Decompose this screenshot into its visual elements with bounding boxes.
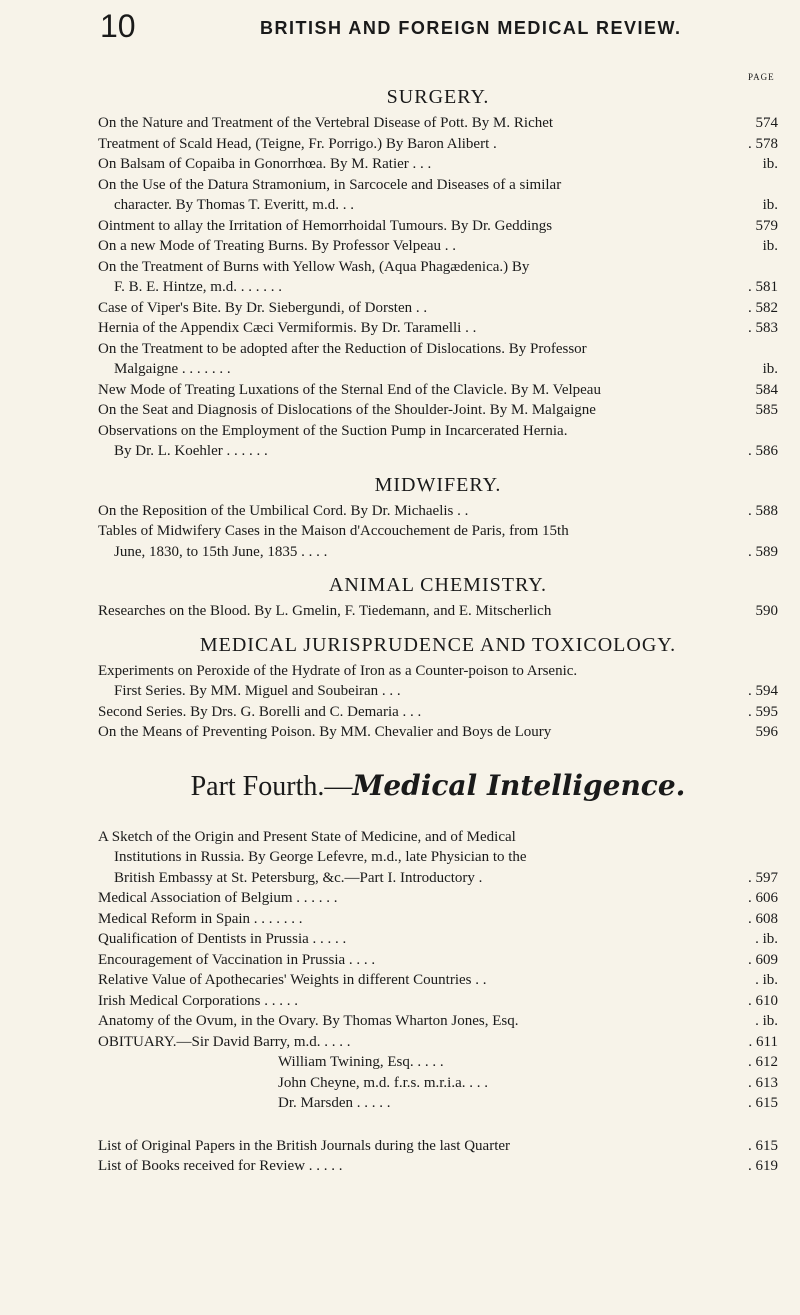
entry-text: On the Use of the Datura Stramonium, in Sarcocele and Diseases of a similar [98, 176, 562, 193]
entry-page: . 581 [748, 279, 778, 295]
running-title: BRITISH AND FOREIGN MEDICAL REVIEW. [260, 18, 682, 38]
toc-entry [98, 236, 778, 257]
entry-text: Institutions in Russia. By George Lefevre, m.d., late Physician to the [114, 849, 527, 865]
entry-text: Treatment of Scald Head, (Teigne, Fr. Porrigo.) By Baron Alibert . [98, 135, 497, 152]
list-entries [98, 1136, 778, 1177]
toc-entry [98, 702, 778, 723]
entry-text: character. By Thomas T. Everitt, m.d. . . [114, 197, 354, 213]
entry-page: 585 [755, 402, 778, 418]
section-heading-surgery: SURGERY. [386, 86, 490, 108]
entry-text: On the Seat and Diagnosis of Dislocations of the Shoulder-Joint. By M. Malgaigne [98, 402, 596, 418]
entry-text: Tables of Midwifery Cases in the Maison d'Accouchement de Paris, from 15th [98, 523, 569, 539]
entry-text: Dr. Marsden . . . . . [278, 1095, 391, 1111]
entry-text: June, 1830, to 15th June, 1835 . . . . [114, 543, 328, 560]
entry-page: . 612 [748, 1054, 778, 1070]
entry-page: . 615 [748, 1095, 778, 1111]
entry-page: ib. [762, 238, 778, 254]
entry-page: 584 [755, 381, 778, 398]
entry-page: ib. [762, 361, 778, 377]
toc-entry [98, 1052, 778, 1073]
page-number: 10 [100, 8, 136, 44]
toc-entry [98, 318, 778, 339]
page-header [0, 0, 800, 70]
entry-page: . 583 [748, 320, 778, 336]
entry-page: . ib. [755, 1013, 778, 1029]
part-fourth-title: Medical Intelligence. [352, 768, 686, 802]
entry-text: On the Nature and Treatment of the Vertebral Disease of Pott. By M. Richet [98, 115, 554, 131]
toc-entry [98, 154, 778, 175]
entry-text: On the Means of Preventing Poison. By MM. Chevalier and Boys de Loury [98, 724, 552, 740]
toc-entry [98, 175, 778, 216]
entry-text: By Dr. L. Koehler . . . . . . [114, 443, 268, 459]
entry-page: . 610 [748, 992, 778, 1009]
entry-text: John Cheyne, m.d. f.r.s. m.r.i.a. . . . [278, 1074, 488, 1091]
entry-text: Observations on the Employment of the Suction Pump in Incarcerated Hernia. [98, 422, 568, 439]
entry-text: New Mode of Treating Luxations of the Sternal End of the Clavicle. By M. Velpeau [98, 381, 601, 398]
entry-text: On a new Mode of Treating Burns. By Professor Velpeau . . [98, 238, 457, 254]
animal-chemistry-entries [98, 601, 778, 622]
entry-page: . 597 [748, 869, 778, 886]
section-heading-jurisprudence: MEDICAL JURISPRUDENCE AND TOXICOLOGY. [199, 633, 677, 656]
toc-entry [98, 661, 778, 702]
entry-page: . 615 [748, 1137, 778, 1154]
entry-page: . 582 [748, 299, 778, 316]
entry-page: 579 [755, 217, 778, 234]
toc-entry [98, 1156, 778, 1177]
toc-entry [98, 1136, 778, 1157]
toc-entry [98, 421, 778, 462]
entry-page: . ib. [755, 972, 778, 988]
toc-entry [98, 501, 778, 522]
part-fourth-prefix: Part Fourth.— [190, 770, 353, 802]
toc-entry [98, 909, 778, 930]
intelligence-entries [98, 827, 778, 1053]
entry-text: Hernia of the Appendix Cæci Vermiformis. By Dr. Taramelli . . [98, 320, 477, 336]
toc-entry [98, 400, 778, 421]
toc-entry [98, 1093, 778, 1114]
entry-text: Irish Medical Corporations . . . . . [98, 992, 298, 1009]
jurisprudence-entries [98, 661, 778, 743]
contents-list [98, 80, 778, 1177]
toc-entry [98, 888, 778, 909]
toc-entry [98, 950, 778, 971]
entry-page: 574 [755, 115, 778, 131]
entry-page: . 608 [748, 910, 778, 927]
entry-page: . 586 [748, 443, 778, 459]
toc-entry [98, 827, 778, 889]
entry-text: On Balsam of Copaiba in Gonorrhœa. By M. Ratier . . . [98, 156, 432, 172]
toc-entry [98, 970, 778, 991]
toc-entry [98, 298, 778, 319]
toc-entry [98, 929, 778, 950]
entry-text: Malgaigne . . . . . . . [114, 361, 231, 377]
entry-text: Researches on the Blood. By L. Gmelin, F. Tiedemann, and E. Mitscherlich [98, 603, 552, 619]
page-column-label: PAGE [748, 72, 775, 82]
entry-text: On the Treatment of Burns with Yellow Wash, (Aqua Phagædenica.) By [98, 258, 530, 275]
entry-text: Case of Viper's Bite. By Dr. Siebergundi, of Dorsten . . [98, 299, 428, 316]
entry-text: Medical Association of Belgium . . . . . . [98, 890, 338, 906]
toc-entry [98, 601, 778, 622]
section-heading-animal-chemistry: ANIMAL CHEMISTRY. [328, 574, 548, 596]
entry-text: Qualification of Dentists in Prussia . . . . . [98, 931, 347, 947]
entry-page: . 606 [748, 890, 778, 906]
entry-page: . 588 [748, 502, 778, 519]
entry-page: . 589 [748, 543, 778, 560]
toc-entry [98, 113, 778, 134]
entry-text: On the Treatment to be adopted after the Reduction of Dislocations. By Professor [98, 340, 587, 357]
entry-page: . ib. [755, 931, 778, 947]
entry-text: Encouragement of Vaccination in Prussia . . . . [98, 951, 376, 968]
entry-text: Second Series. By Drs. G. Borelli and C. Demaria . . . [98, 703, 422, 720]
entry-text: British Embassy at St. Petersburg, &c.—Part I. Introductory . [114, 869, 483, 886]
toc-entry [98, 1011, 778, 1032]
entry-page: . 613 [748, 1074, 778, 1091]
entry-text: List of Original Papers in the British Journals during the last Quarter [98, 1137, 511, 1154]
toc-entry [98, 134, 778, 155]
entry-page: . 594 [748, 683, 778, 699]
section-heading-midwifery: MIDWIFERY. [374, 473, 502, 496]
entry-text: Medical Reform in Spain . . . . . . . [98, 910, 303, 927]
entry-text: William Twining, Esq. . . . . [278, 1054, 444, 1070]
toc-entry [98, 722, 778, 743]
entry-text: List of Books received for Review . . . . . [98, 1158, 343, 1174]
entry-page: ib. [762, 156, 778, 172]
part-fourth-heading [98, 769, 778, 803]
entry-text: Anatomy of the Ovum, in the Ovary. By Thomas Wharton Jones, Esq. [98, 1013, 519, 1029]
toc-entry [98, 991, 778, 1012]
surgery-entries [98, 113, 778, 462]
toc-entry [98, 380, 778, 401]
entry-page: . 611 [748, 1033, 778, 1050]
entry-page: ib. [762, 197, 778, 213]
toc-entry [98, 521, 778, 562]
toc-entry [98, 339, 778, 380]
entry-page: . 578 [748, 135, 778, 152]
entry-text: A Sketch of the Origin and Present State of Medicine, and of Medical [98, 828, 516, 845]
entry-text: First Series. By MM. Miguel and Soubeiran . . . [114, 683, 401, 699]
entry-page: 590 [755, 603, 778, 619]
entry-text: Experiments on Peroxide of the Hydrate of Iron as a Counter-poison to Arsenic. [98, 662, 578, 679]
toc-entry [98, 1073, 778, 1094]
midwifery-entries [98, 501, 778, 563]
entry-text: Relative Value of Apothecaries' Weights in different Countries . . [98, 972, 487, 988]
toc-entry [98, 1032, 778, 1053]
toc-entry [98, 216, 778, 237]
entry-text: OBITUARY.—Sir David Barry, m.d. . . . . [98, 1033, 351, 1050]
entry-page: . 595 [748, 703, 778, 720]
toc-entry [98, 257, 778, 298]
entry-text: Ointment to allay the Irritation of Hemorrhoidal Tumours. By Dr. Geddings [98, 217, 553, 234]
obituary-entries [98, 1052, 778, 1114]
entry-page: . 609 [748, 951, 778, 968]
entry-page: 596 [755, 724, 778, 740]
entry-page: . 619 [748, 1158, 778, 1174]
entry-text: F. B. E. Hintze, m.d. . . . . . . [114, 279, 282, 295]
entry-text: On the Reposition of the Umbilical Cord. By Dr. Michaelis . . [98, 502, 469, 519]
